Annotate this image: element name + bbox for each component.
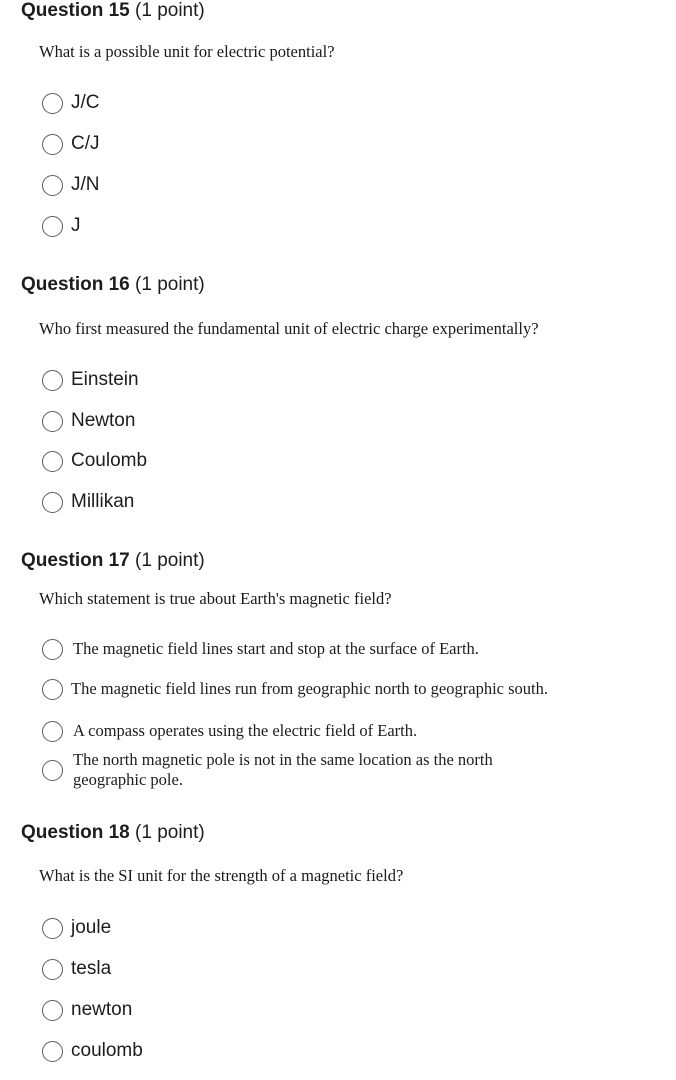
question-15-prompt: What is a possible unit for electric potential? [39,42,335,61]
question-18-prompt: What is the SI unit for the strength of a magnetic field? [39,866,404,885]
question-15-option-4[interactable] [42,213,81,239]
question-points: (1 point) [135,550,205,571]
option-label: A compass operates using the electric field of Earth. [73,721,418,740]
radio-button-icon[interactable] [42,93,63,114]
question-points: (1 point) [135,822,205,843]
option-label: C/J [71,133,100,154]
radio-button-icon[interactable] [42,134,63,155]
radio-button-icon[interactable] [42,760,63,781]
question-16-option-3[interactable] [42,448,147,474]
option-label: The magnetic field lines run from geographic north to geographic south. [71,679,548,698]
question-18-option-2[interactable] [42,956,111,982]
question-16-option-1[interactable] [42,367,139,393]
option-label: joule [71,917,112,938]
question-17-option-1[interactable] [42,636,479,662]
radio-button-icon[interactable] [42,679,63,700]
question-number: Question 17 [21,550,130,571]
question-points: (1 point) [135,0,205,21]
option-label: J/C [71,92,100,113]
question-17-option-3[interactable] [42,718,417,744]
question-15-header [21,0,205,22]
option-label: Coulomb [71,450,148,471]
radio-button-icon[interactable] [42,411,63,432]
radio-button-icon[interactable] [42,492,63,513]
question-18-option-3[interactable] [42,997,132,1023]
radio-button-icon[interactable] [42,216,63,237]
radio-button-icon[interactable] [42,721,63,742]
question-17-prompt: Which statement is true about Earth's magnetic field? [39,589,392,608]
question-15-option-3[interactable] [42,172,100,198]
radio-button-icon[interactable] [42,639,63,660]
radio-button-icon[interactable] [42,918,63,939]
radio-button-icon[interactable] [42,370,63,391]
question-number: Question 16 [21,274,130,295]
option-label: newton [71,999,133,1020]
question-17-option-4[interactable] [42,748,553,792]
option-label: J/N [71,174,100,195]
question-16-option-2[interactable] [42,408,135,434]
option-label: J [71,215,81,236]
question-17-header [21,550,205,572]
question-18-header [21,822,205,844]
question-points: (1 point) [135,274,205,295]
option-label: The north magnetic pole is not in the same location as the north geographic pole. [73,750,493,789]
question-15-option-2[interactable] [42,131,100,157]
option-label: coulomb [71,1040,143,1061]
question-18-option-1[interactable] [42,915,111,941]
radio-button-icon[interactable] [42,451,63,472]
option-label: tesla [71,958,112,979]
option-label: Einstein [71,369,139,390]
radio-button-icon[interactable] [42,1041,63,1062]
radio-button-icon[interactable] [42,959,63,980]
radio-button-icon[interactable] [42,1000,63,1021]
question-16-header [21,274,205,296]
question-number: Question 18 [21,822,130,843]
option-label: The magnetic field lines start and stop at the surface of Earth. [73,639,479,658]
question-18-option-4[interactable] [42,1038,143,1064]
question-17-option-2[interactable] [42,676,548,702]
question-16-option-4[interactable] [42,489,134,515]
option-label: Millikan [71,491,135,512]
question-number: Question 15 [21,0,130,21]
option-label: Newton [71,410,136,431]
question-15-option-1[interactable] [42,90,100,116]
question-16-prompt: Who first measured the fundamental unit of electric charge experimentally? [39,319,539,338]
radio-button-icon[interactable] [42,175,63,196]
